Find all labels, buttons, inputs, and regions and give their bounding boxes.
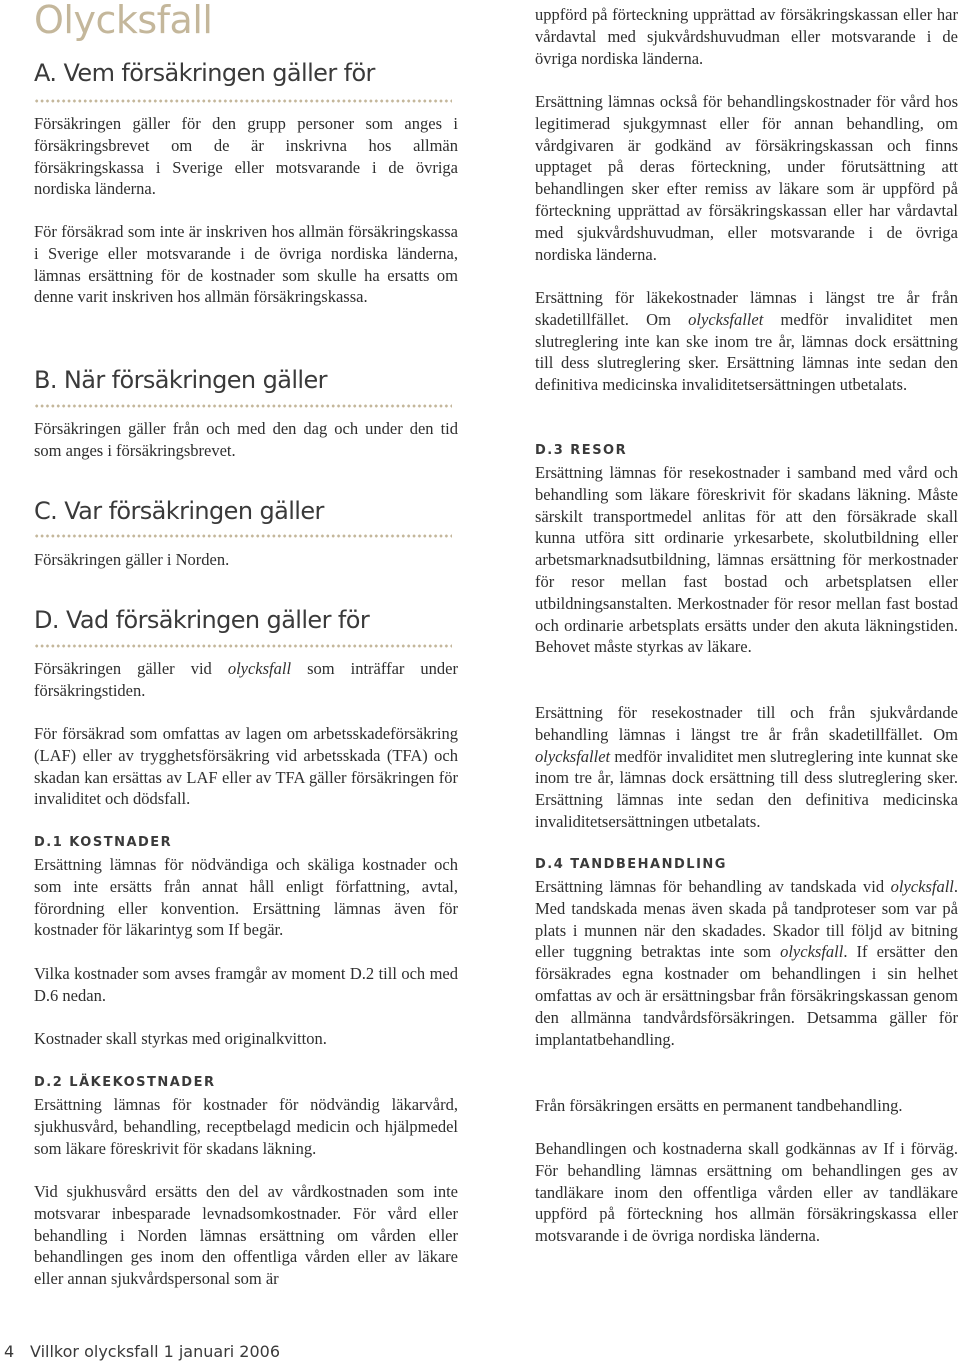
subsection-d2-paragraph-4: Ersättning för läkekostnader lämnas i längst tre år från skadetillfället. Om olycksfallet medför invaliditet men slutreglering inte kan ske inom tre år, lämnas dock ersättning till dess slutreglering sker. Ersättning lämnas inte sedan den definitiva medicinska invaliditetsersättningen utbetalats. [535,288,958,395]
page-number: 4 [4,1342,15,1361]
section-d-heading: D. Vad försäkringen gäller för [34,606,370,634]
section-a-paragraph-1: Försäkringen gäller för den grupp personer som anges i försäkringsbrevet om de är inskrivna hos allmän försäkringskassa i Sverige eller motsvarande i de övriga nordiska länderna. [34,114,458,199]
subsection-d1-paragraph-1: Ersättning lämnas för nödvändiga och skäliga kostnader och som inte ersätts från annat håll enligt författning, avtal, förordning eller konvention. Ersättning lämnas även för kostnader för läkarintyg som If begär. [34,855,458,940]
section-c-heading: C. Var försäkringen gäller [34,497,324,525]
dotted-divider [34,404,452,408]
subsection-d2-paragraph-1: Ersättning lämnas för kostnader för nödvändig läkarvård, sjukhusvård, behandling, receptbelagd medicin och hjälpmedel som läkare föreskrivit för skadans läkning. [34,1095,458,1158]
section-d-paragraph-2: För försäkrad som omfattas av lagen om arbetsskadeförsäkring (LAF) eller av trygghetsförsäkring vid arbetsskada (TFA) och skadan kan ersättas av LAF eller av TFA gäller försäkringen för invaliditet och dödsfall. [34,724,458,809]
section-a-heading: A. Vem försäkringen gäller för [34,59,375,87]
term-olycksfallet: olycksfallet [535,746,611,766]
subsection-d4-heading: D.4 TANDBEHANDLING [535,857,727,872]
subsection-d3-paragraph-2: Ersättning för resekostnader till och från sjukvårdande behandling lämnas i längst tre år från skadetillfället. Om olycksfallet medför invaliditet men slutreglering inte kunnat ske inom tre år, lämnas dock ersättning till dess slutreglering sker. Ersättning lämnas inte sedan den definitiva medicinska invaliditetsersättningen utbetalats. [535,703,958,831]
subsection-d2-paragraph-2: Vid sjukhusvård ersätts den del av vårdkostnaden som inte motsvarar inbesparade levnadsomkostnader. För vård eller behandling i Norden lämnas ersättning om vården eller behandlingen ges inom den offentliga vården eller av läkare eller annan sjukvårdspersonal som är [34,1182,458,1289]
subsection-d3-paragraph-1: Ersättning lämnas för resekostnader i samband med vård och behandling som läkare föreskrivit för skadans läkning. Måste särskilt transportmedel anlitas för att den försäkrade skall kunna utföra sitt ordinarie yrkesarbete, skolutbildning eller arbetsmarknadsutbildning, lämnas ersättning för merkostnader för resor mellan fast bostad och arbetsplatsen eller utbildningsanstalten. Merkostnader för resor mellan fast bostad och ordinarie arbetsplats ersätts under den akuta läkningstiden. Behovet måste styrkas av läkare. [535,463,958,657]
dotted-divider [34,534,452,538]
subsection-d1-paragraph-2: Vilka kostnader som avses framgår av moment D.2 till och med D.6 nedan. [34,964,458,1005]
term-olycksfall: olycksfall [890,877,954,896]
subsection-d1-heading: D.1 KOSTNADER [34,835,173,850]
subsection-d2-paragraph-3: Ersättning lämnas också för behandlingskostnader för vård hos legitimerad sjukgymnast eller för annan behandling, om vårdgivaren är godkänd av försäkringskassan och finns upptaget på deras förteckning, under förutsättning att behandlingen sker efter remiss av läkare som är uppförd på förteckning upprättad av försäkringskassan eller har vårdavtal med sjukvårdshuvudman, eller motsvarande i de övriga nordiska länderna. [535,92,958,264]
subsection-d4-paragraph-2: Från försäkringen ersätts en permanent tandbehandling. [535,1096,903,1115]
subsection-d3-heading: D.3 RESOR [535,443,628,458]
footer-text: Villkor olycksfall 1 januari 2006 [30,1342,281,1361]
section-b-heading: B. När försäkringen gäller [34,366,327,394]
subsection-d4-paragraph-1: Ersättning lämnas för behandling av tandskada vid olycksfall. Med tandskada menas även skada på tandproteser som var på plats i munnen när den skadades. Skador till följd av bitning eller tuggning betraktas inte som olycksfall. If ersätter den försäkrades egna kostnader om behandlingen i sin helhet omfattas av och är ersättningsbar från försäkringskassan genom den allmänna tandvårdsförsäkringen. Detsamma gäller för implantatbehandling. [535,877,958,1049]
dotted-divider [34,644,452,648]
term-olycksfall: olycksfall [780,942,844,962]
section-d-paragraph-1: Försäkringen gäller vid olycksfall som inträffar under försäkringstiden. [34,659,458,700]
subsection-d2-paragraph-2-continued: uppförd på förteckning upprättad av försäkringskassan eller har vårdavtal med sjukvårdshuvudman eller motsvarande i de övriga nordiska länderna. [535,5,958,68]
term-olycksfallet: olycksfallet [688,309,764,329]
section-c-paragraph-1: Försäkringen gäller i Norden. [34,550,230,569]
page-footer [0,1342,960,1364]
page-title: Olycksfall [34,0,213,42]
term-olycksfall: olycksfall [227,659,292,678]
subsection-d2-heading: D.2 LÄKEKOSTNADER [34,1075,216,1090]
section-b-paragraph-1: Försäkringen gäller från och med den dag och under den tid som anges i försäkringsbrevet. [34,419,458,460]
dotted-divider [34,99,452,103]
subsection-d4-paragraph-3: Behandlingen och kostnaderna skall godkännas av If i förväg. För behandling lämnas ersättning om behandlingen ges av tandläkare inom den offentliga vården eller av tandläkare uppförd på förteckning hos allmän försäkringskassa eller motsvarande i de övriga nordiska länderna. [535,1139,958,1246]
subsection-d1-paragraph-3: Kostnader skall styrkas med originalkvitton. [34,1029,327,1048]
section-a-paragraph-2: För försäkrad som inte är inskriven hos allmän försäkringskassa i Sverige eller motsvarande i de övriga nordiska länderna, lämnas ersättning för de kostnader som skulle ha ersatts om denne varit inskriven hos allmän försäkringskassa. [34,222,458,307]
